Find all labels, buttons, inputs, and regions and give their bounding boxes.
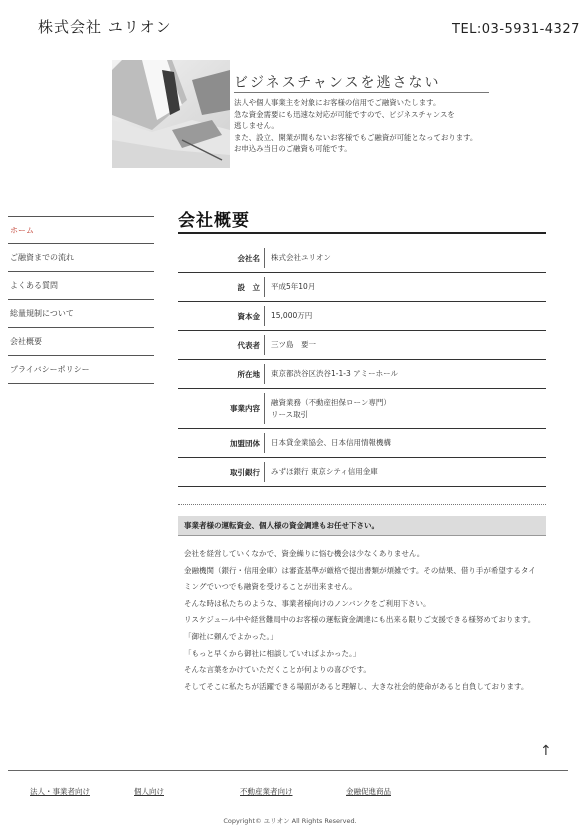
row-label: 加盟団体 <box>230 438 260 448</box>
row-label: 所在地 <box>237 369 260 379</box>
businessman-photo-icon <box>112 60 230 168</box>
footer-link-individual[interactable]: 個人向け <box>134 787 164 796</box>
intro-line: 会社を経営していくなかで、資金繰りに悩む機会は少なくありません。 <box>184 549 425 558</box>
intro-line: 金融機関（銀行・信用金庫）は審査基準が厳格で提出書類が煩雑です。その結果、借り手が希望するタイ <box>184 565 536 575</box>
row-value <box>265 244 546 272</box>
row-label: 事業内容 <box>230 404 260 413</box>
footer-divider <box>8 770 568 771</box>
copyright: Copyright© ユリオン All Rights Reserved. <box>223 817 357 825</box>
row-value <box>265 458 546 486</box>
intro-line: 「もっと早くから御社に相談していればよかった。」 <box>184 648 361 658</box>
table-row <box>178 273 546 302</box>
hero-photo <box>112 60 230 168</box>
row-value-line: 東京都渋谷区渋谷1-1-3 アミーホール <box>271 369 398 378</box>
table-row <box>178 360 546 389</box>
row-value <box>265 331 546 359</box>
intro-line: リスケジュール中や経営難局中のお客様の運転資金調達にも出来る限りご支援できる様努めております。 <box>184 615 536 625</box>
hero-line: また、設立、開業が間もないお客様でもご融資が可能となっております。 <box>234 132 478 142</box>
page-top-arrow-icon[interactable]: ↑ <box>540 743 552 759</box>
notice-text: 事業者様の運転資金、個人様の資金調達もお任せ下さい。 <box>184 521 379 530</box>
row-value <box>265 389 546 428</box>
sidebar-item-privacy[interactable]: プライバシーポリシー <box>8 356 154 384</box>
row-value <box>265 273 546 301</box>
table-row <box>178 458 546 487</box>
sidebar-item-total-regulation[interactable]: 総量規制について <box>8 300 154 328</box>
table-row <box>178 429 546 458</box>
row-value-line: 三ツ島 要一 <box>271 340 316 349</box>
footer-links <box>0 786 580 800</box>
sidebar-item-loan-flow[interactable]: ご融資までの流れ <box>8 244 154 272</box>
table-row <box>178 244 546 273</box>
company-profile-table <box>178 244 546 487</box>
row-value-line: 融資業務（不動産担保ローン専門） <box>271 397 391 407</box>
sidebar-item-faq[interactable]: よくある質問 <box>8 272 154 300</box>
hero-line: 法人や個人事業主を対象にお客様の信用でご融資いたします。 <box>234 98 441 107</box>
row-value <box>265 360 546 388</box>
dotted-divider <box>178 504 546 505</box>
intro-line: そんな言葉をかけていただくことが何よりの喜びです。 <box>184 665 371 675</box>
footer-link-financial-products[interactable]: 金融促進商品 <box>346 787 391 796</box>
hero-banner <box>112 60 492 168</box>
notice-banner <box>178 516 546 536</box>
row-value <box>265 302 546 330</box>
phone-number: TEL:03-5931-4327 <box>452 22 580 37</box>
intro-line: ミングでいつでも融資を受けることが出来ません。 <box>184 582 357 592</box>
row-value-line: 平成5年10月 <box>271 282 316 291</box>
intro-line: そしてそこに私たちが活躍できる場面があると理解し、大きな社会的使命があると自負しております。 <box>184 681 529 691</box>
hero-line: お申込み当日のご融資も可能です。 <box>234 144 352 153</box>
row-label: 代表者 <box>237 340 260 350</box>
page-title: 会社概要 <box>178 211 250 231</box>
row-label: 取引銀行 <box>230 467 260 477</box>
hero-title: ビジネスチャンスを逃さない <box>234 75 441 91</box>
hero-description <box>234 97 492 155</box>
footer-link-corporate[interactable]: 法人・事業者向け <box>30 787 90 796</box>
title-underline <box>178 232 546 234</box>
row-value-line: みずほ銀行 東京シティ信用金庫 <box>271 467 378 476</box>
sidebar-item-home[interactable]: ホーム <box>8 216 154 244</box>
hero-line: 逃しません。 <box>234 121 279 130</box>
row-value-line: リース取引 <box>271 409 309 419</box>
hero-line: 急な資金需要にも迅速な対応が可能ですので、ビジネスチャンスを <box>234 109 455 119</box>
footer-link-real-estate[interactable]: 不動産業者向け <box>240 787 293 796</box>
row-value-line: 株式会社ユリオン <box>271 253 331 262</box>
row-label: 会社名 <box>237 253 260 263</box>
company-name[interactable]: 株式会社 ユリオン <box>38 18 172 36</box>
sidebar-nav <box>8 216 154 384</box>
intro-line: そんな時は私たちのような、事業者様向けのノンバンクをご利用下さい。 <box>184 598 431 608</box>
row-label: 資本金 <box>237 311 260 321</box>
row-label: 設 立 <box>237 282 260 292</box>
intro-line: 「御社に頼んでよかった。」 <box>184 631 278 641</box>
sidebar-item-company[interactable]: 会社概要 <box>8 328 154 356</box>
row-value <box>265 429 546 457</box>
row-value-line: 日本貸金業協会、日本信用情報機構 <box>271 438 391 447</box>
table-row <box>178 302 546 331</box>
hero-divider <box>234 92 489 93</box>
intro-text <box>184 546 544 695</box>
table-row <box>178 331 546 360</box>
row-value-line: 15,000万円 <box>271 311 313 320</box>
table-row <box>178 389 546 429</box>
